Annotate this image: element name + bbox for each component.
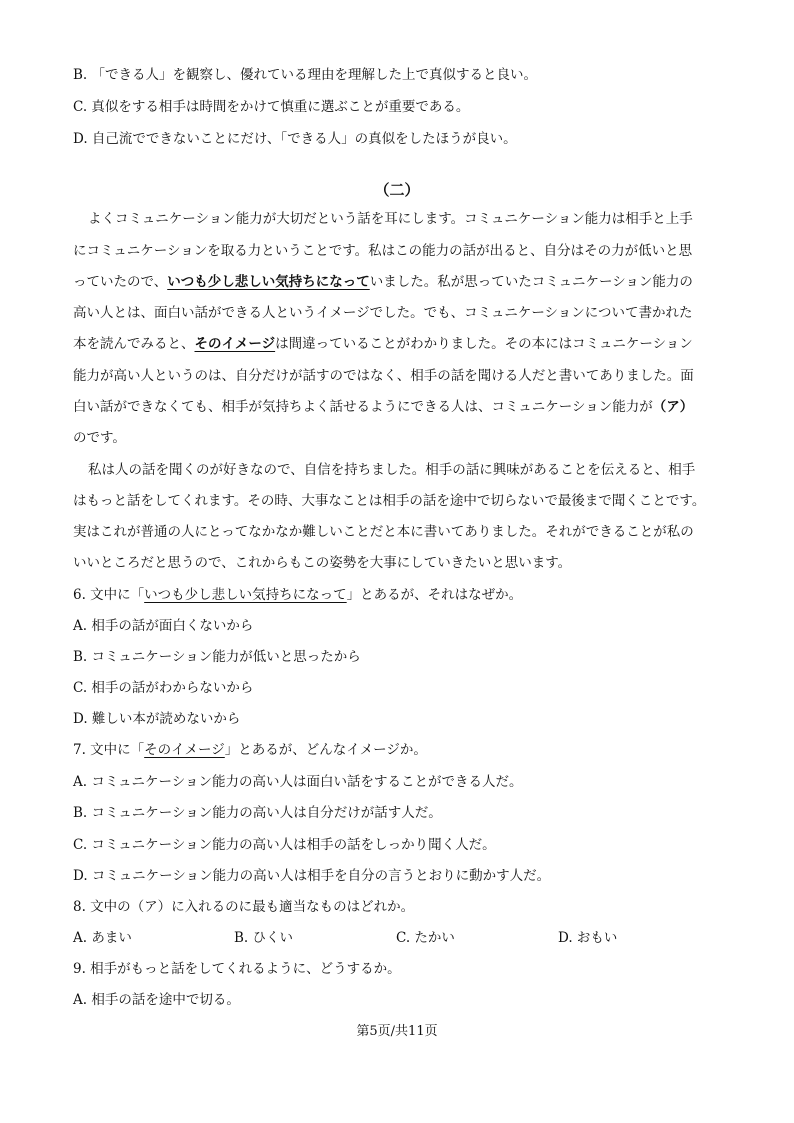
- underlined-phrase-2: そのイメージ: [194, 336, 276, 352]
- q8-option-a: A. あまい: [73, 930, 132, 946]
- passage-text: は間違っていることがわかりました。その本にはコミュニケーション: [275, 336, 693, 352]
- passage-line: 高い人とは、面白い話ができる人というイメージでした。でも、コミュニケーションについて書かれた: [73, 305, 693, 321]
- question-quote: そのイメージ: [144, 742, 225, 758]
- question-text: 6. 文中に「: [73, 587, 145, 603]
- passage-line: にコミュニケーションを取る力ということです。私はこの能力の話が出ると、自分はその力が低いと思: [73, 243, 693, 259]
- q6-option-d: D. 難しい本が読めないから: [73, 711, 241, 727]
- q8-option-d: D. おもい: [558, 930, 618, 946]
- q6-option-b: B. コミュニケーション能力が低いと思ったから: [73, 649, 361, 665]
- question-8: 8. 文中の（ア）に入れるのに最も適当なものはどれか。: [73, 899, 415, 915]
- q7-option-b: B. コミュニケーション能力の高い人は自分だけが話す人だ。: [73, 805, 442, 821]
- passage-line: [73, 273, 693, 291]
- option-c-prev: C. 真似をする相手は時間をかけて慎重に選ぶことが重要である。: [73, 99, 470, 115]
- passage-line: のです。: [73, 430, 126, 446]
- question-6: [73, 586, 522, 604]
- question-text: 」とあるが、どんなイメージか。: [224, 742, 427, 758]
- passage-line: 私は人の話を聞くのが好きなので、自信を持ちました。相手の話に興味があることを伝えると、相手: [88, 462, 696, 478]
- page-footer: 第5页/共11页: [356, 1024, 438, 1039]
- q9-option-a: A. 相手の話を途中で切る。: [73, 992, 240, 1008]
- passage-text: 本を読んでみると、: [73, 336, 195, 352]
- passage-text: っていたので、: [73, 274, 168, 290]
- passage-line: [73, 335, 693, 353]
- q6-option-a: A. 相手の話が面白くないから: [73, 618, 254, 634]
- option-d-prev: D. 自己流でできないことにだけ、「できる人」の真似をしたほうが良い。: [73, 131, 517, 147]
- passage-line: [73, 398, 693, 416]
- passage-line: はもっと話をしてくれます。その時、大事なことは相手の話を途中で切らないで最後まで聞くことです。: [73, 493, 706, 509]
- question-9: 9. 相手がもっと話をしてくれるように、どうするか。: [73, 961, 401, 977]
- q7-option-a: A. コミュニケーション能力の高い人は面白い話をすることができる人だ。: [73, 774, 523, 790]
- question-quote: いつも少し悲しい気持ちになって: [144, 587, 347, 603]
- blank-a: （ア）: [652, 399, 694, 415]
- option-b-prev: B. 「できる人」を観察し、優れている理由を理解した上で真似すると良い。: [73, 67, 538, 83]
- q6-option-c: C. 相手の話がわからないから: [73, 680, 254, 696]
- passage-line: いいところだと思うので、これからもこの姿勢を大事にしていきたいと思います。: [73, 555, 572, 571]
- passage-line: 能力が高い人というのは、自分だけが話すのではなく、相手の話を聞ける人だと書いてありました。面: [73, 368, 694, 384]
- question-text: 」とあるが、それはなぜか。: [346, 587, 523, 603]
- underlined-phrase-1: いつも少し悲しい気持ちになって: [167, 274, 370, 290]
- q8-option-c: C. たかい: [396, 930, 455, 946]
- q7-option-d: D. コミュニケーション能力の高い人は相手を自分の言うとおりに動かす人だ。: [73, 868, 551, 884]
- q7-option-c: C. コミュニケーション能力の高い人は相手の話をしっかり聞く人だ。: [73, 837, 496, 853]
- passage-text: 白い話ができなくても、相手が気持ちよく話せるようにできる人は、コミュニケーション能力が: [73, 399, 653, 415]
- question-7: [73, 741, 427, 759]
- passage-text: いました。私が思っていたコミュニケーション能力の: [369, 274, 693, 290]
- section-title: （二）: [374, 181, 420, 199]
- q8-option-b: B. ひくい: [234, 930, 294, 946]
- passage-line: よくコミュニケーション能力が大切だという話を耳にします。コミュニケーション能力は相手と上手: [88, 211, 693, 227]
- question-text: 7. 文中に「: [73, 742, 145, 758]
- passage-line: 実はこれが普通の人にとってなかなか難しいことだと本に書いてありました。それができることが私の: [73, 524, 694, 540]
